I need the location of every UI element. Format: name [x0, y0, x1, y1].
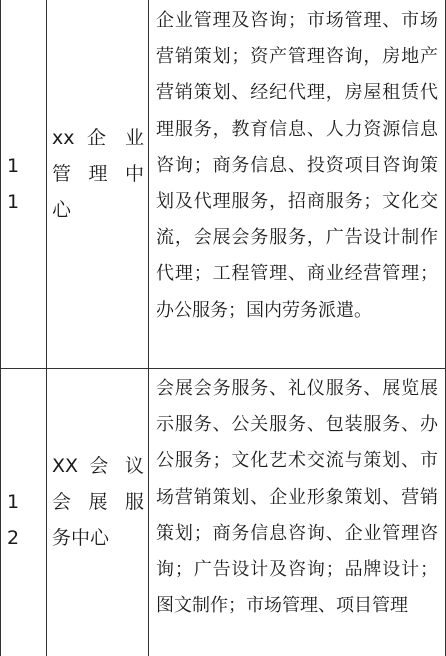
row-number: 1 1 — [7, 155, 20, 213]
organization-name-line: 务中心 — [52, 527, 110, 549]
row-number-cell — [0, 0, 46, 368]
organization-name-line: 管 理 中 — [52, 163, 144, 185]
organization-name-cell — [46, 0, 148, 368]
organization-name-line: XX 会 议 — [52, 455, 144, 477]
organization-name — [52, 448, 144, 556]
table-border-left — [0, 0, 1, 656]
organization-name-cell — [46, 368, 148, 656]
business-scope-cell — [148, 368, 446, 656]
organization-name-line: 心 — [52, 199, 72, 221]
table-row — [0, 368, 446, 656]
business-scope-text: 企业管理及咨询；市场管理、市场营销策划；资产管理咨询，房地产营销策划、经纪代理，房屋租赁代理服务，教育信息、人力资源信息咨询；商务信息、投资项目咨询策划及代理服务，招商服务；文化交流，会展会务服务，广告设计制作代理；工程管理、商业经营管理；办公服务；国内劳务派遣。 — [156, 10, 438, 321]
business-scope-text: 会展会务服务、礼仪服务、展览展示服务、公关服务、包装服务、办公服务；文化艺术交流与策划、市场营销策划、企业形象策划、营销策划；商务信息咨询、企业管理咨询；广告设计及咨询；品牌设计；图文制作；市场管理、项目管理 — [156, 378, 438, 617]
organization-name-line: xx 企 业 — [52, 127, 144, 149]
row-number-cell — [0, 368, 46, 656]
business-scope-cell — [148, 0, 446, 368]
organization-name — [52, 120, 144, 228]
organization-name-line: 会 展 服 — [52, 491, 144, 513]
column-divider — [148, 0, 149, 656]
row-number: 1 2 — [7, 491, 20, 549]
column-divider — [46, 0, 47, 656]
row-divider — [0, 368, 446, 369]
